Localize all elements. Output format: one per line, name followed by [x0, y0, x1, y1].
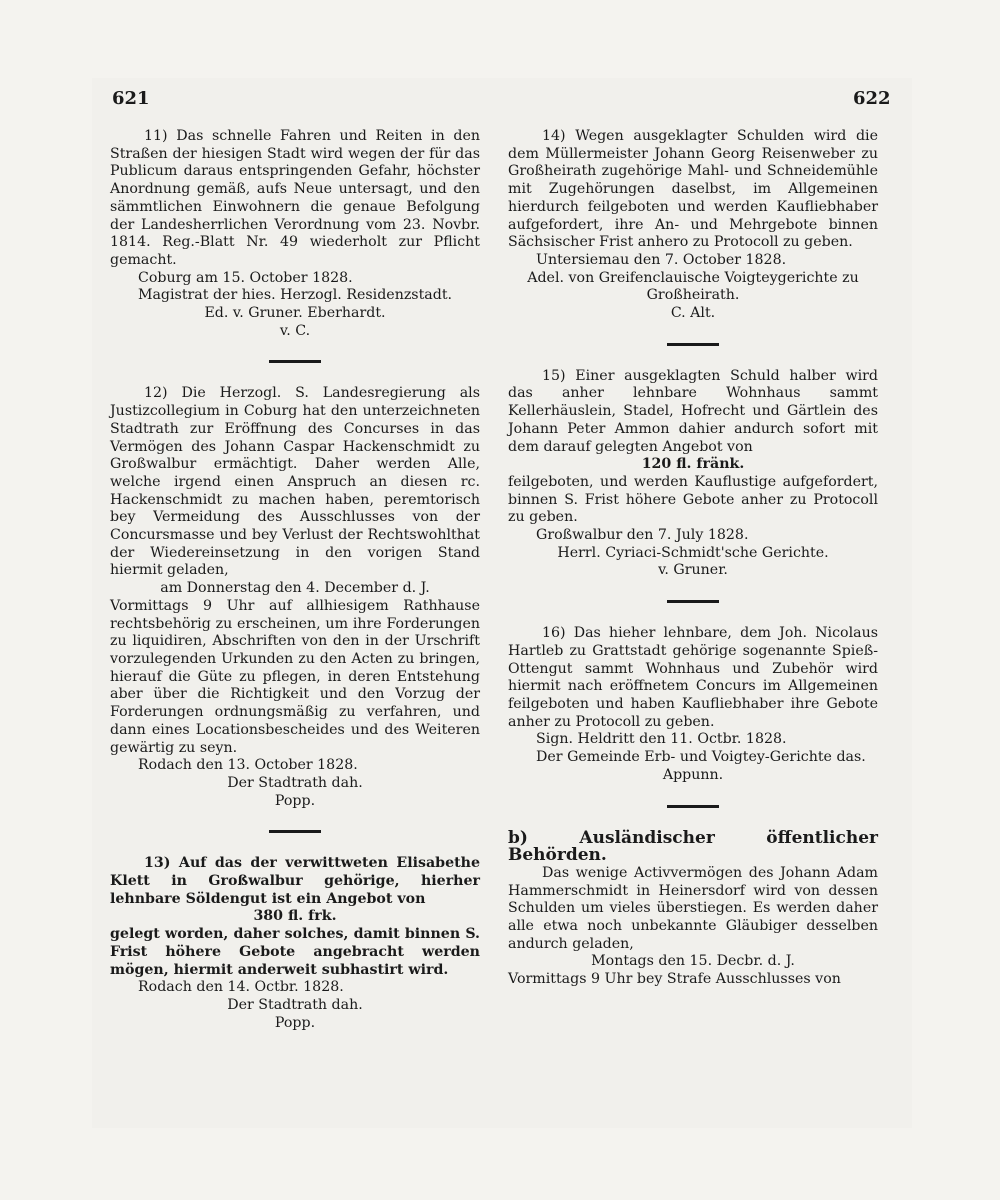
separator-rule — [269, 830, 321, 833]
notice-12-text2: Vormittags 9 Uhr auf allhiesigem Rathhause rechtsbehörig zu erscheinen, um ihre Forderungen zu liquidiren, Abschriften von den in der Urschrift vorzulegenden Urkunden zu den Acten zu bringen, hierauf die Güte zu pflegen, in deren Entstehung aber über die Richtigkeit und den Vorzug der Forderungen ordnungsmäßig zu verfahren, und dann eines Locationsbescheides und des Weiteren gewärtig zu seyn. — [110, 597, 480, 756]
separator-rule — [667, 343, 719, 346]
notice-15-authority: Herrl. Cyriaci-Schmidt'sche Gerichte. — [557, 544, 829, 561]
separator-rule — [667, 805, 719, 808]
page-number-right: 622 — [853, 88, 891, 109]
notice-15-text: 15) Einer ausgeklagten Schuld halber wird das anher lehnbare Wohnhaus sammt Kellerhäuslein, Stadel, Hofrecht und Gärtlein des Johann Peter Ammon dahier andurch sofort mit dem darauf gelegten Angebot von — [508, 367, 878, 455]
section-b-text: Das wenige Activvermögen des Johann Adam Hammerschmidt in Heinersdorf wird von dessen Schulden um vieles überstiegen. Es werden daher alle etwa noch unbekannte Gläubiger desselben andurch geladen, — [508, 864, 878, 952]
notice-14-place-date: Untersiemau den 7. October 1828. — [536, 251, 787, 268]
notice-16-place-date: Sign. Heldritt den 11. Octbr. 1828. — [536, 731, 787, 748]
notice-12-place-date: Rodach den 13. October 1828. — [138, 757, 358, 774]
notice-13-authority: Der Stadtrath dah. — [227, 996, 363, 1013]
notice-13-text2: gelegt worden, daher solches, damit binnen S. Frist höhere Gebote angebracht werden mögen, hiermit anderweit subhastirt wird. — [110, 926, 480, 978]
notice-11-text: 11) Das schnelle Fahren und Reiten in den Straßen der hiesigen Stadt wird wegen der für das Publicum daraus entspringenden Gefahr, höchster Anordnung gemäß, aufs Neue untersagt, und den sämmtlichen Einwohnern die genaue Befolgung der Landesherrlichen Verordnung vom 23. Novbr. 1814. Reg.-Blatt Nr. 49 wiederholt zur Pflicht gemacht. — [110, 128, 480, 268]
notice-14-text: 14) Wegen ausgeklagter Schulden wird die dem Müllermeister Johann Georg Reisenweber zu Großheirath zugehörige Mahl- und Schneidemühle mit Zugehörungen daselbst, im Allgemeinen hierdurch feilgeboten und werden Kaufliebhaber aufgefordert, ihre An- und Mehrgebote binnen Sächsischer Frist anhero zu Protocoll zu geben. — [508, 128, 878, 251]
notice-15-name: v. Gruner. — [658, 562, 728, 579]
notice-13-name: Popp. — [274, 1014, 316, 1031]
notice-12-date-line: am Donnerstag den 4. December d. J. — [160, 580, 430, 597]
section-b-date-line: Montags den 15. Decbr. d. J. — [591, 953, 795, 970]
notice-11-authority: Magistrat der hies. Herzogl. Residenzstadt. — [137, 287, 453, 304]
notice-14-authority: Adel. von Greifenclauische Voigteygerichte zu Großheirath. — [527, 269, 859, 304]
notice-15-text2: feilgeboten, und werden Kauflustige aufgefordert, binnen S. Frist höhere Gebote anher zu Protocoll zu geben. — [508, 473, 878, 526]
separator-rule — [269, 360, 321, 363]
separator-rule — [667, 600, 719, 603]
notice-14-name: C. Alt. — [670, 305, 716, 322]
notice-13-text: 13) Auf das der verwittweten Elisabethe Klett in Großwalbur gehörige, hierher lehnbare Söldengut ist ein Angebot von — [110, 855, 480, 907]
notice-15-place-date: Großwalbur den 7. July 1828. — [536, 527, 749, 544]
notice-11-names: Ed. v. Gruner. Eberhardt. — [204, 305, 386, 322]
notice-16-text: 16) Das hieher lehnbare, dem Joh. Nicolaus Hartleb zu Grattstadt gehörige sogenannte Spieß-Ottengut sammt Wohnhaus und Zubehör wird hiermit nach eröffnetem Concurs im Allgemeinen feilgeboten und haben Kaufliebhaber ihre Gebote anher zu Protocoll zu geben. — [508, 625, 878, 730]
left-column — [110, 128, 480, 1032]
notice-15-amount: 120 fl. fränk. — [641, 456, 745, 473]
notice-12-name: Popp. — [274, 792, 316, 809]
notice-13-amount: 380 fl. frk. — [253, 908, 337, 925]
notice-12-text: 12) Die Herzogl. S. Landesregierung als Justizcollegium in Coburg hat den unterzeichneten Stadtrath zur Eröffnung des Concurses in das Vermögen des Johann Caspar Hackenschmidt zu Großwalbur ermächtigt. Daher werden Alle, welche irgend einen Anspruch an diesen rc. Hackenschmidt zu machen haben, peremtorisch bey Vermeidung des Ausschlusses von der Concursmasse und bey Verlust der Rechtswohlthat der Wiedereinsetzung in den vorigen Stand hiermit geladen, — [110, 385, 480, 579]
notice-11-place-date: Coburg am 15. October 1828. — [138, 269, 353, 286]
notice-16-name: Appunn. — [662, 766, 724, 783]
notice-16-authority: Der Gemeinde Erb- und Voigtey-Gerichte das. — [536, 749, 866, 766]
section-b-text2: Vormittags 9 Uhr bey Strafe Ausschlusses von — [508, 971, 841, 988]
notice-12-authority: Der Stadtrath dah. — [227, 774, 363, 791]
section-b-heading: b) Ausländischer öffentlicher Behörden. — [508, 827, 878, 866]
notice-13-place-date: Rodach den 14. Octbr. 1828. — [138, 979, 344, 996]
notice-11-names2: v. C. — [279, 322, 311, 339]
right-column — [508, 128, 878, 989]
page-number-left: 621 — [112, 88, 150, 109]
